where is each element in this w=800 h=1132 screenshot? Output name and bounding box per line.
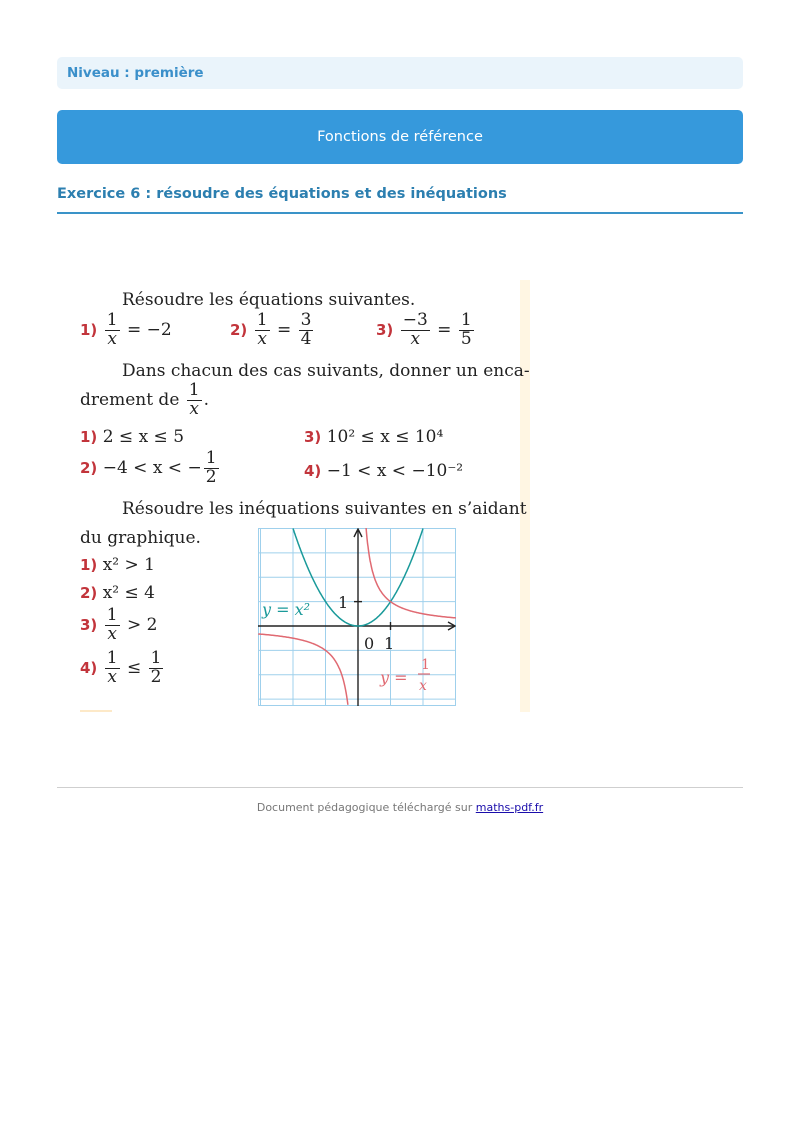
bound-4 [304,461,463,481]
comparison: ≤ [126,657,142,678]
numerator: 1 [205,448,217,468]
footer-text: Document pédagogique téléchargé sur [256,801,473,814]
instruction-text: drement de [80,389,180,410]
item-number: 1) [80,320,98,339]
numerator: 1 [188,380,200,400]
equation-3: 3) $\frac{-3}{x}$ = $\frac{1}{5}$ [376,310,472,349]
origin-label: 0 [364,634,375,653]
right-hand-side: = −2 [126,319,172,340]
instruction-inequalities: Résoudre les inéquations suivantes en s’aidant [122,499,527,519]
item-number: 3) [304,428,322,446]
footer-link[interactable]: maths-pdf.fr [475,801,544,814]
item-number: 1) [80,428,98,446]
inequality: −4 < x < − [102,457,202,478]
hyperbola-label-denominator: x [419,678,427,694]
right-hand-side: > 2 [126,614,158,635]
item-number: 3) [376,320,394,339]
item-number: 2) [230,320,248,339]
numerator: 1 [106,648,118,668]
item-number: 4) [304,462,322,480]
denominator: x [257,328,267,349]
exercise-title: Exercice 6 : résoudre des équations et des inéquations [57,186,743,214]
numerator: 1 [256,310,268,330]
inequality-1 [80,555,155,575]
instruction-inequalities-cont: du graphique. [80,528,201,548]
inequality-3 [80,607,157,644]
denominator: 4 [300,328,312,349]
footer-divider [57,787,743,788]
inequality: x² ≤ 4 [102,583,155,603]
graph-svg [258,528,456,706]
denominator: 2 [150,666,162,687]
denominator: 5 [460,328,472,349]
denominator: x [107,328,117,349]
numerator: 1 [150,648,162,668]
numerator: 1 [460,310,472,330]
equation-1 [80,312,172,349]
function-graph [258,528,456,706]
page-title-banner [57,110,743,164]
numerator: 1 [106,605,118,625]
equation-2: 2) $\frac{1}{x}$ = $\frac{3}{4}$ [230,310,312,349]
numerator: 1 [106,310,118,330]
denominator: x [107,666,117,687]
exercise-content [76,280,532,712]
bound-1 [80,427,184,447]
tick-label-x-1: 1 [384,634,395,653]
denominator: x [107,623,117,644]
numerator: 3 [300,310,312,330]
page-title: Fonctions de référence [317,129,483,145]
item-number: 4) [80,658,98,677]
hyperbola-branch-positive [366,528,456,618]
hyperbola-label-numerator: 1 [421,657,430,673]
instruction-bounds: Dans chacun des cas suivants, donner un enca- [122,361,530,381]
item-number: 2) [80,584,98,602]
item-number: 3) [80,615,98,634]
footer [0,801,800,814]
level-badge: Niveau : première [57,57,743,89]
instruction-bounds-cont: drement de $\frac{1}{x}$ . [80,380,210,419]
tick-label-y-1: 1 [338,593,349,612]
denominator: x [189,398,199,419]
hyperbola-branch-negative [258,634,348,705]
inequality-2 [80,583,155,603]
inequality-4 [80,650,165,687]
bound-2 [80,450,221,487]
hyperbola-label: y = [380,668,408,687]
item-number: 1) [80,556,98,574]
denominator: 2 [205,466,217,487]
parabola-label: y = x² [262,600,311,619]
numerator: −3 [402,310,428,330]
inequality: x² > 1 [102,555,155,575]
inequality: 2 ≤ x ≤ 5 [102,427,185,447]
denominator: x [410,328,421,349]
item-number: 2) [80,458,98,477]
inequality: −1 < x < −10⁻² [326,461,464,481]
bound-3 [304,427,443,447]
instruction-equations: Résoudre les équations suivantes. [122,290,416,310]
inequality: 10² ≤ x ≤ 10⁴ [326,427,444,447]
